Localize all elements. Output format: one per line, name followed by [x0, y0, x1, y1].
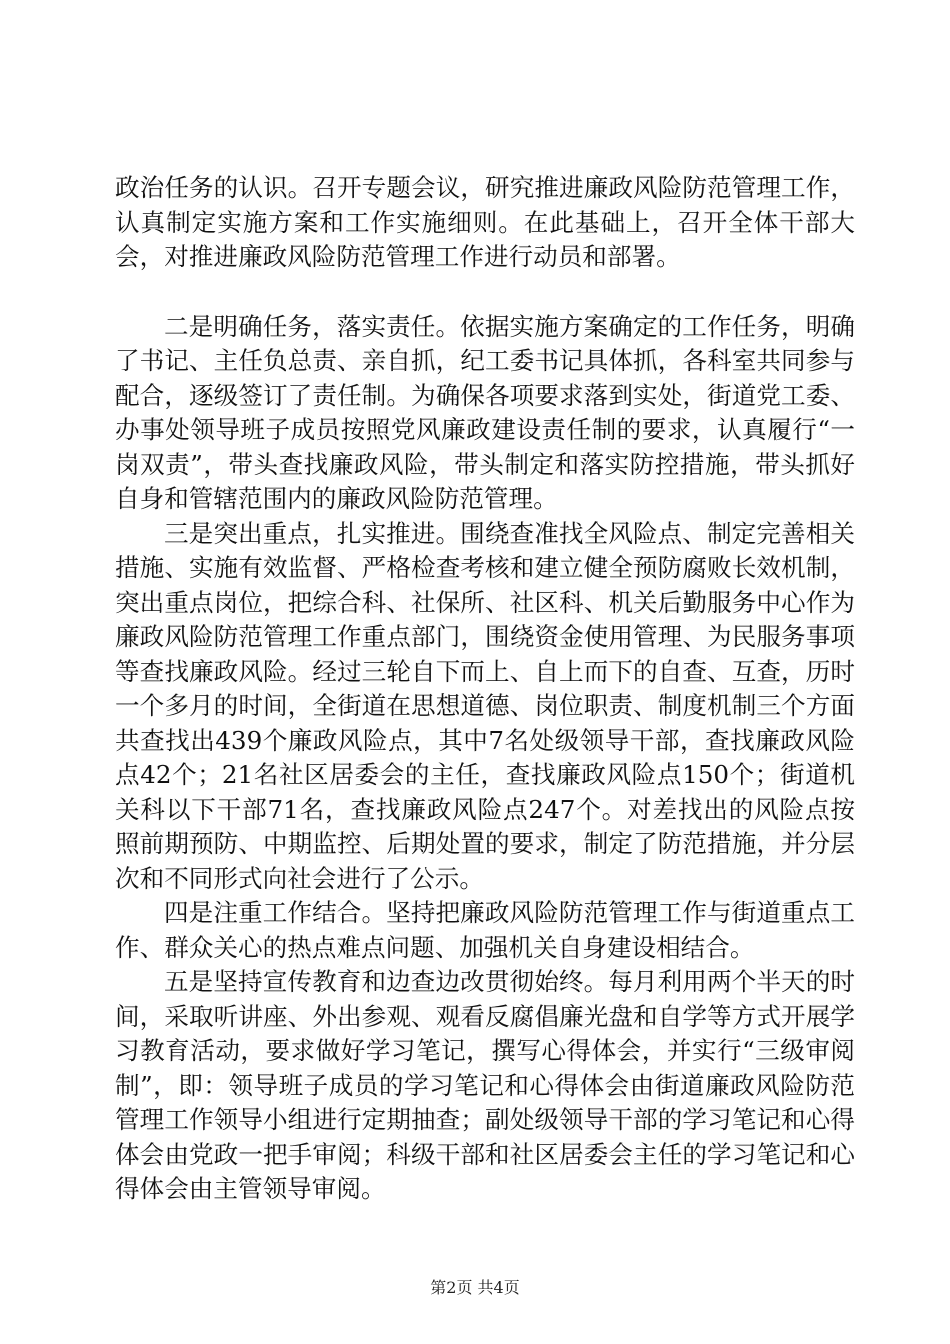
paragraph-intro-continued: 政治任务的认识。召开专题会议，研究推进廉政风险防范管理工作，认真制定实施方案和工作实施细则。在此基础上，召开全体干部大会，对推进廉政风险防范管理工作进行动员和部署。	[115, 173, 855, 271]
paragraph-four: 四是注重工作结合。坚持把廉政风险防范管理工作与街道重点工作、群众关心的热点难点问题、加强机关自身建设相结合。	[115, 898, 855, 962]
paragraph-two: 二是明确任务，落实责任。依据实施方案确定的工作任务，明确了书记、主任负总责、亲自抓，纪工委书记具体抓，各科室共同参与配合，逐级签订了责任制。为确保各项要求落到实处，街道党工委、办事处领导班子成员按照党风廉政建设责任制的要求，认真履行“一岗双责”，带头查找廉政风险，带头制定和落实防控措施，带头抓好自身和管辖范围内的廉政风险防范管理。	[115, 311, 855, 513]
paragraph-three: 三是突出重点，扎实推进。围绕查准找全风险点、制定完善相关措施、实施有效监督、严格检查考核和建立健全预防腐败长效机制，突出重点岗位，把综合科、社保所、社区科、机关后勤服务中心作为廉政风险防范管理工作重点部门，围绕资金使用管理、为民服务事项等查找廉政风险。经过三轮自下而上、自上而下的自查、互查，历时一个多月的时间，全街道在思想道德、岗位职责、制度机制三个方面共查找出439个廉政风险点，其中7名处级领导干部，查找廉政风险点42个；21名社区居委会的主任，查找廉政风险点150个；街道机关科以下干部71名，查找廉政风险点247个。对差找出的风险点按照前期预防、中期监控、后期处置的要求，制定了防范措施，并分层次和不同形式向社会进行了公示。	[115, 518, 855, 893]
page-footer: 第2页 共4页	[430, 1278, 520, 1297]
document-body	[115, 171, 855, 1207]
paragraph-five: 五是坚持宣传教育和边查边改贯彻始终。每月利用两个半天的时间，采取听讲座、外出参观、观看反腐倡廉光盘和自学等方式开展学习教育活动，要求做好学习笔记，撰写心得体会，并实行“三级审阅制”，即：领导班子成员的学习笔记和心得体会由街道廉政风险防范管理工作领导小组进行定期抽查；副处级领导干部的学习笔记和心得体会由党政一把手审阅；科级干部和社区居委会主任的学习笔记和心得体会由主管领导审阅。	[115, 967, 855, 1203]
